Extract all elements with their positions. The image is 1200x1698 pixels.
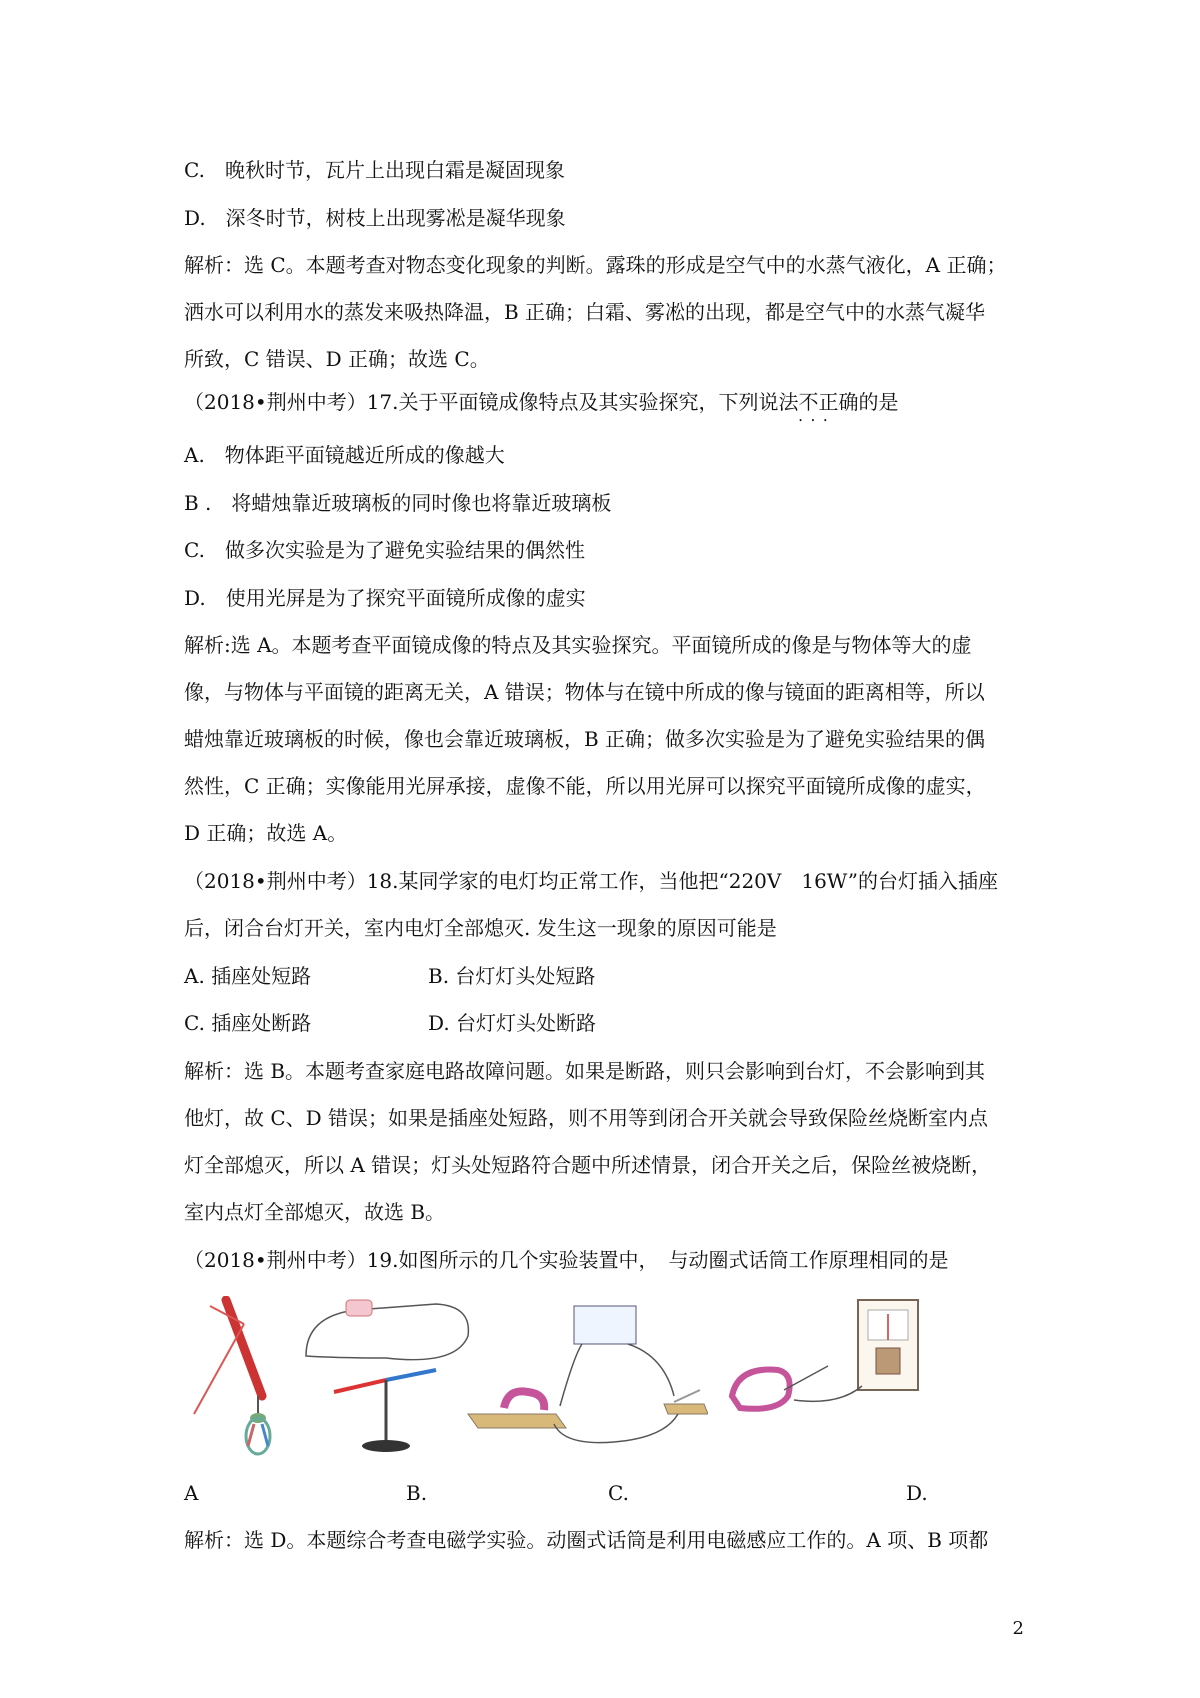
analysis-q19-line1: 解析：选 D。本题综合考查电磁学实验。动圈式话筒是利用电磁感应工作的。A 项、B 项都	[184, 1528, 989, 1552]
option-d-q18: D. 台灯灯头处断路	[428, 1011, 597, 1035]
analysis-q16-line2: 洒水可以利用水的蒸发来吸热降温，B 正确；白霜、雾凇的出现，都是空气中的水蒸气凝华	[184, 300, 986, 324]
option-b-q17: B . 将蜡烛靠近玻璃板的同时像也将靠近玻璃板	[184, 491, 612, 515]
figure-d-induction-galvanometer	[728, 1296, 924, 1446]
option-b-q18: B. 台灯灯头处短路	[428, 964, 596, 988]
option-d-q17: D. 使用光屏是为了探究平面镜所成像的虚实	[184, 586, 586, 610]
figure-label-a: A	[184, 1481, 199, 1505]
question-17-emphasis: 不正确 • • •	[799, 390, 859, 414]
question-17	[184, 387, 899, 417]
page-number: 2	[1012, 1618, 1024, 1639]
figure-a-electroscope	[184, 1296, 284, 1456]
analysis-q18-line4: 室内点灯全部熄灭，故选 B。	[184, 1200, 446, 1224]
question-18-line2: 后，闭合台灯开关，室内电灯全部熄灭. 发生这一现象的原因可能是	[184, 916, 777, 940]
analysis-q17-line2: 像，与物体与平面镜的距离无关，A 错误；物体与在镜中所成的像与镜面的距离相等，所以	[184, 680, 985, 704]
option-a-q18: A. 插座处短路	[184, 964, 312, 988]
analysis-q16-line1: 解析：选 C。本题考查对物态变化现象的判断。露珠的形成是空气中的水蒸气液化，A 正确；	[184, 253, 1007, 277]
analysis-q17-line4: 然性，C 正确；实像能用光屏承接，虚像不能，所以用光屏可以探究平面镜所成像的虚实，	[184, 774, 986, 798]
analysis-q18-line2: 他灯，故 C、D 错误；如果是插座处短路，则不用等到闭合开关就会导致保险丝烧断室内点	[184, 1106, 989, 1130]
analysis-q17-line5: D 正确；故选 A。	[184, 821, 348, 845]
option-c-q18: C. 插座处断路	[184, 1011, 312, 1035]
question-17-text: （2018•荆州中考）17.关于平面镜成像特点及其实验探究，下列说法	[184, 390, 799, 414]
figure-label-d: D.	[906, 1481, 928, 1505]
question-19: （2018•荆州中考）19.如图所示的几个实验装置中， 与动圈式话筒工作原理相同的是	[184, 1248, 949, 1272]
analysis-q17-line1: 解析:选 A。本题考查平面镜成像的特点及其实验探究。平面镜所成的像是与物体等大的虚	[184, 633, 972, 657]
analysis-q17-line3: 蜡烛靠近玻璃板的时候，像也会靠近玻璃板，B 正确；做多次实验是为了避免实验结果的偶	[184, 727, 986, 751]
option-c-q16: C. 晚秋时节，瓦片上出现白霜是凝固现象	[184, 158, 565, 182]
figure-c-motor-circuit	[464, 1296, 708, 1446]
question-18-line1: （2018•荆州中考）18.某同学家的电灯均正常工作，当他把“220V 16W”的台灯插入插座	[184, 869, 998, 893]
analysis-q18-line1: 解析：选 B。本题考查家庭电路故障问题。如果是断路，则只会影响到台灯，不会影响到其	[184, 1059, 986, 1083]
option-d-q16: D. 深冬时节，树枝上出现雾凇是凝华现象	[184, 206, 566, 230]
question-17-tail: 的是	[858, 390, 899, 414]
option-a-q17: A. 物体距平面镜越近所成的像越大	[184, 443, 505, 467]
analysis-q18-line3: 灯全部熄灭，所以 A 错误；灯头处短路符合题中所述情景，闭合开关之后，保险丝被烧断，	[184, 1153, 992, 1177]
figure-label-b: B.	[406, 1481, 428, 1505]
analysis-q16-line3: 所致，C 错误、D 正确；故选 C。	[184, 347, 490, 371]
figure-b-oersted-experiment	[296, 1296, 476, 1456]
figure-label-c: C.	[608, 1481, 629, 1505]
option-c-q17: C. 做多次实验是为了避免实验结果的偶然性	[184, 538, 585, 562]
